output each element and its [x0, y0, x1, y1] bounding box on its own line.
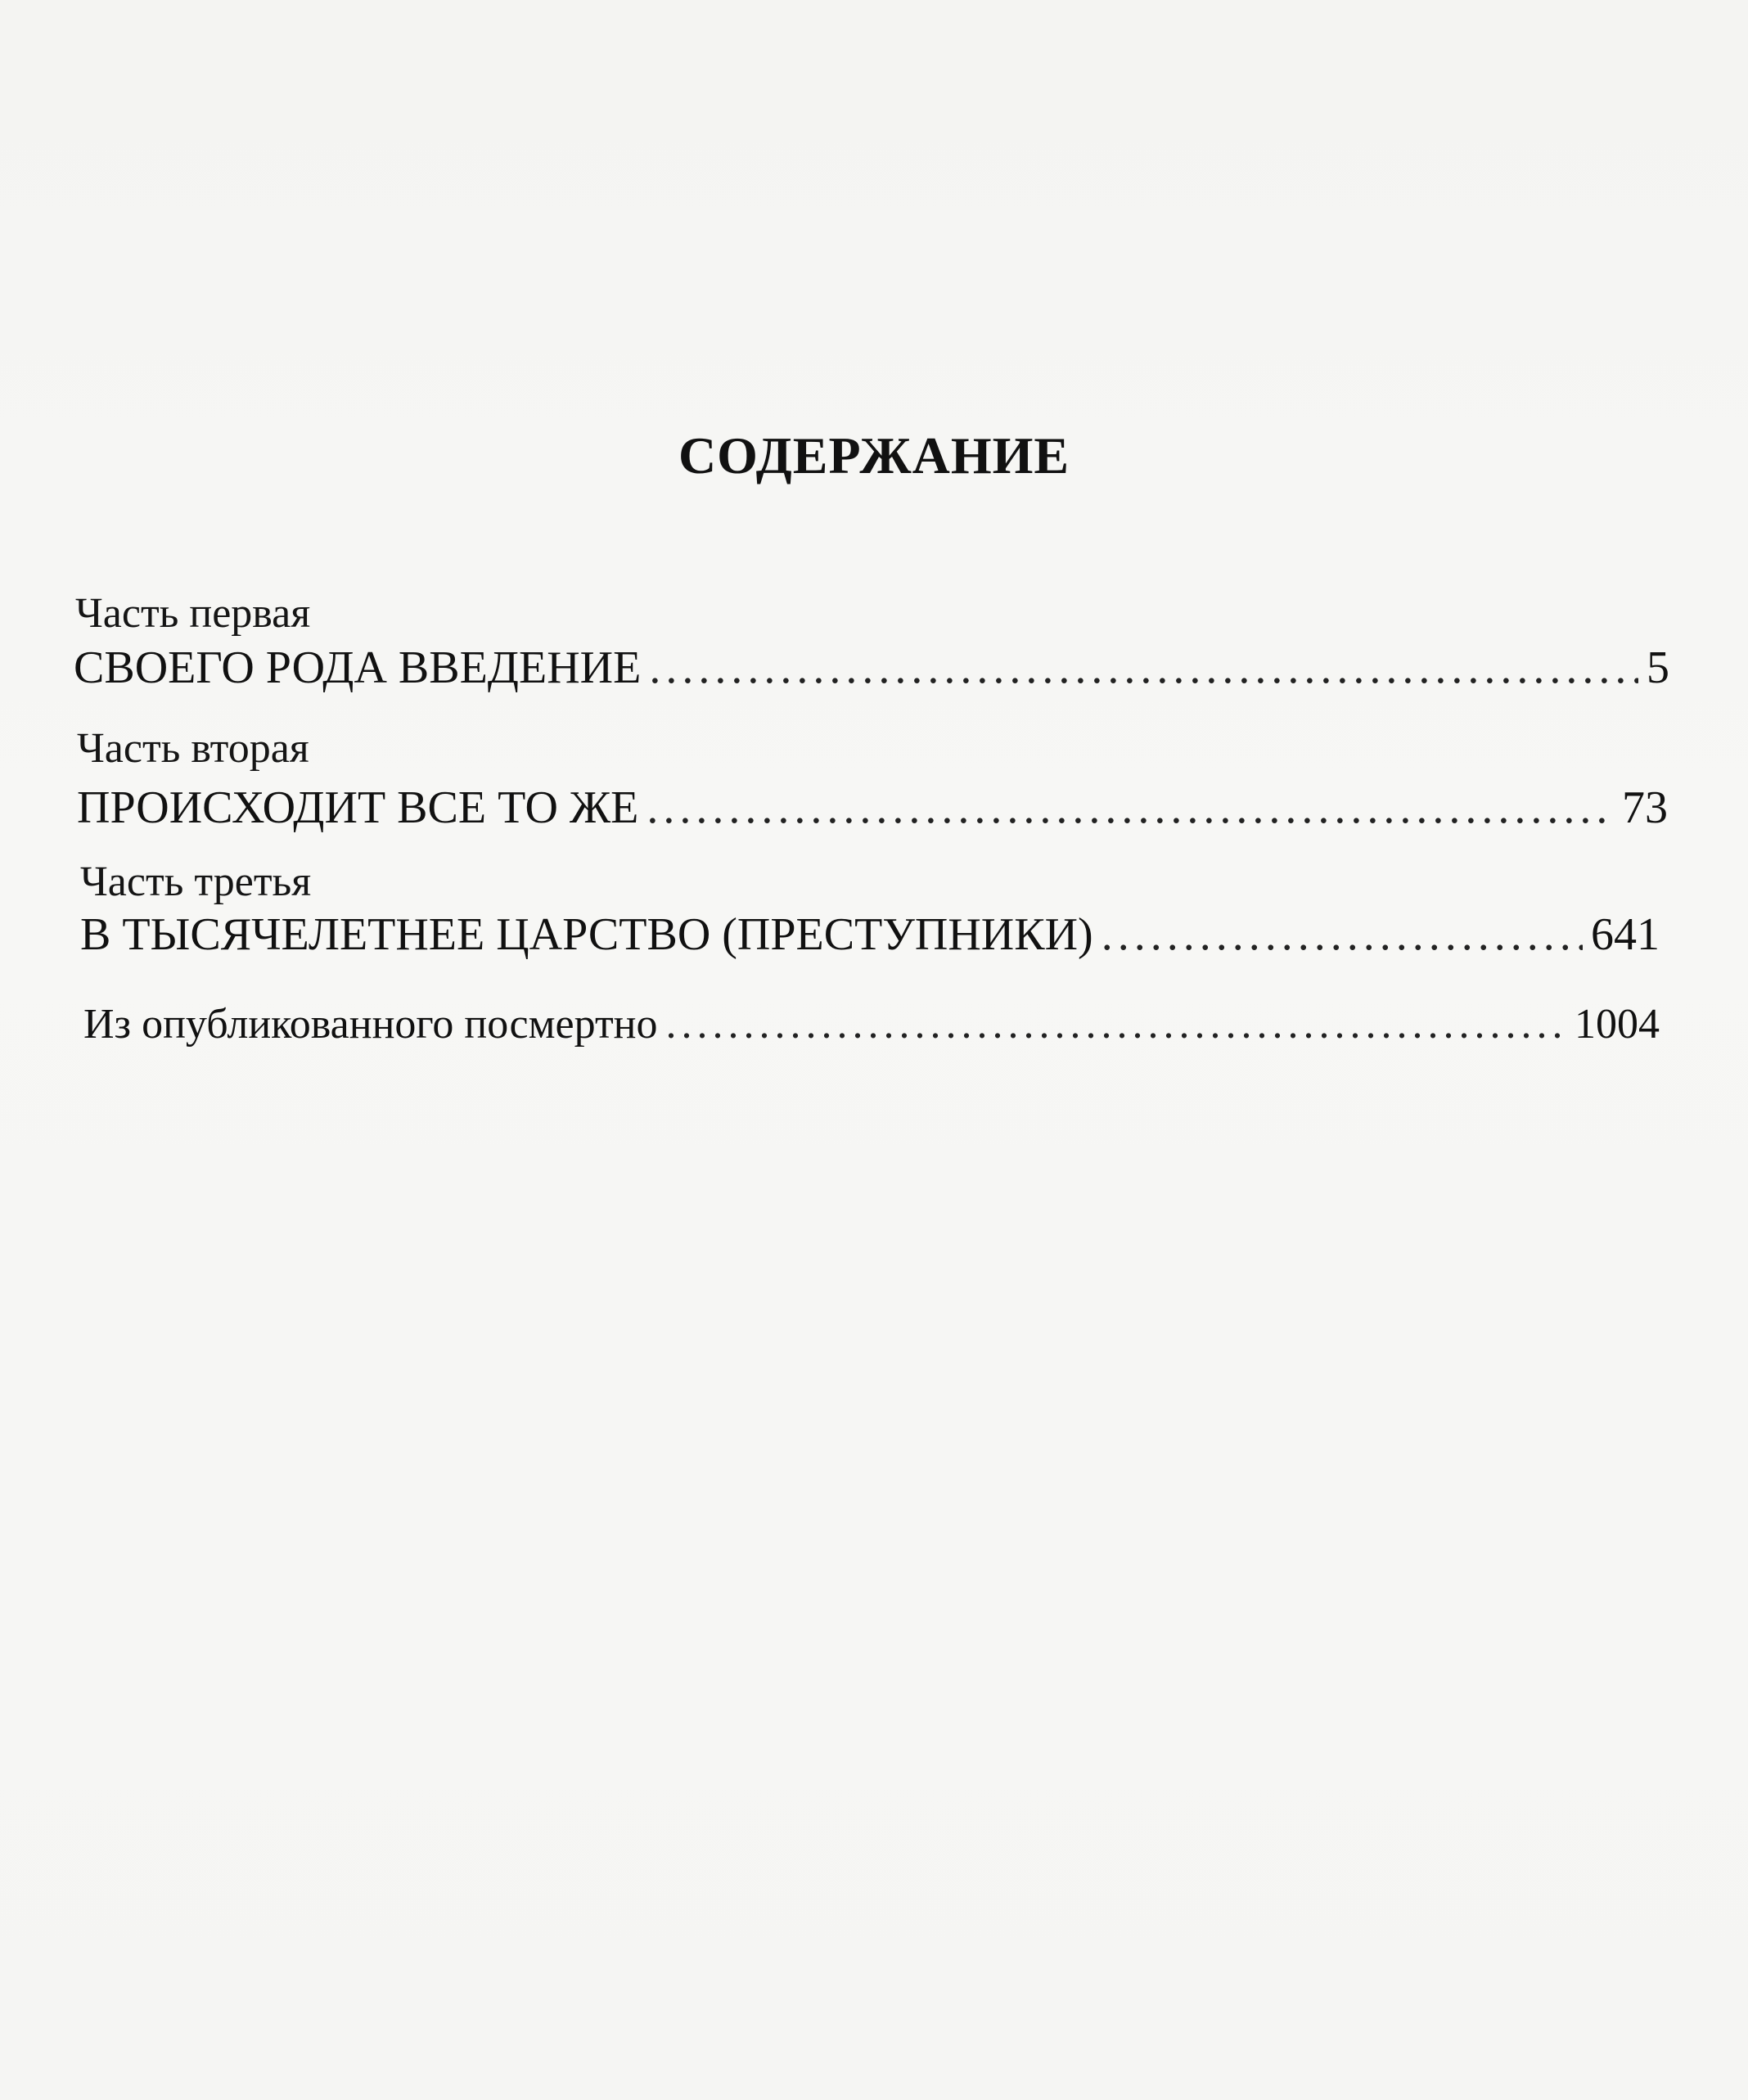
- part-label-3: Часть третья: [80, 858, 312, 905]
- dot-leader: [649, 642, 1638, 694]
- toc-entry-title: СВОЕГО РОДА ВВЕДЕНИЕ: [74, 642, 642, 693]
- dot-leader: [1102, 908, 1583, 961]
- toc-entry-1[interactable]: [74, 642, 1669, 694]
- toc-entry-title: Из опубликованного посмертно: [83, 1001, 658, 1048]
- toc-entry-title: ПРОИСХОДИТ ВСЕ ТО ЖЕ: [77, 782, 639, 833]
- show-through-text-lower: [74, 1129, 1715, 2100]
- toc-entry-page: 73: [1622, 782, 1668, 833]
- show-through-text: [74, 0, 1715, 737]
- toc-entry-3[interactable]: [80, 908, 1660, 961]
- dot-leader: [666, 1000, 1567, 1048]
- table-of-contents-heading: СОДЕРЖАНИЕ: [678, 426, 1070, 484]
- toc-entry-2[interactable]: [77, 782, 1668, 834]
- toc-entry-page: 1004: [1575, 1001, 1660, 1048]
- toc-entry-page: 5: [1647, 642, 1669, 693]
- part-label-1: Часть первая: [75, 590, 311, 637]
- dot-leader: [646, 782, 1614, 834]
- toc-entry-title: В ТЫСЯЧЕЛЕТНЕЕ ЦАРСТВО (ПРЕСТУПНИКИ): [80, 909, 1093, 960]
- toc-entry-appendix[interactable]: [83, 1000, 1660, 1048]
- toc-entry-page: 641: [1591, 909, 1660, 960]
- part-label-2: Часть вторая: [77, 725, 309, 772]
